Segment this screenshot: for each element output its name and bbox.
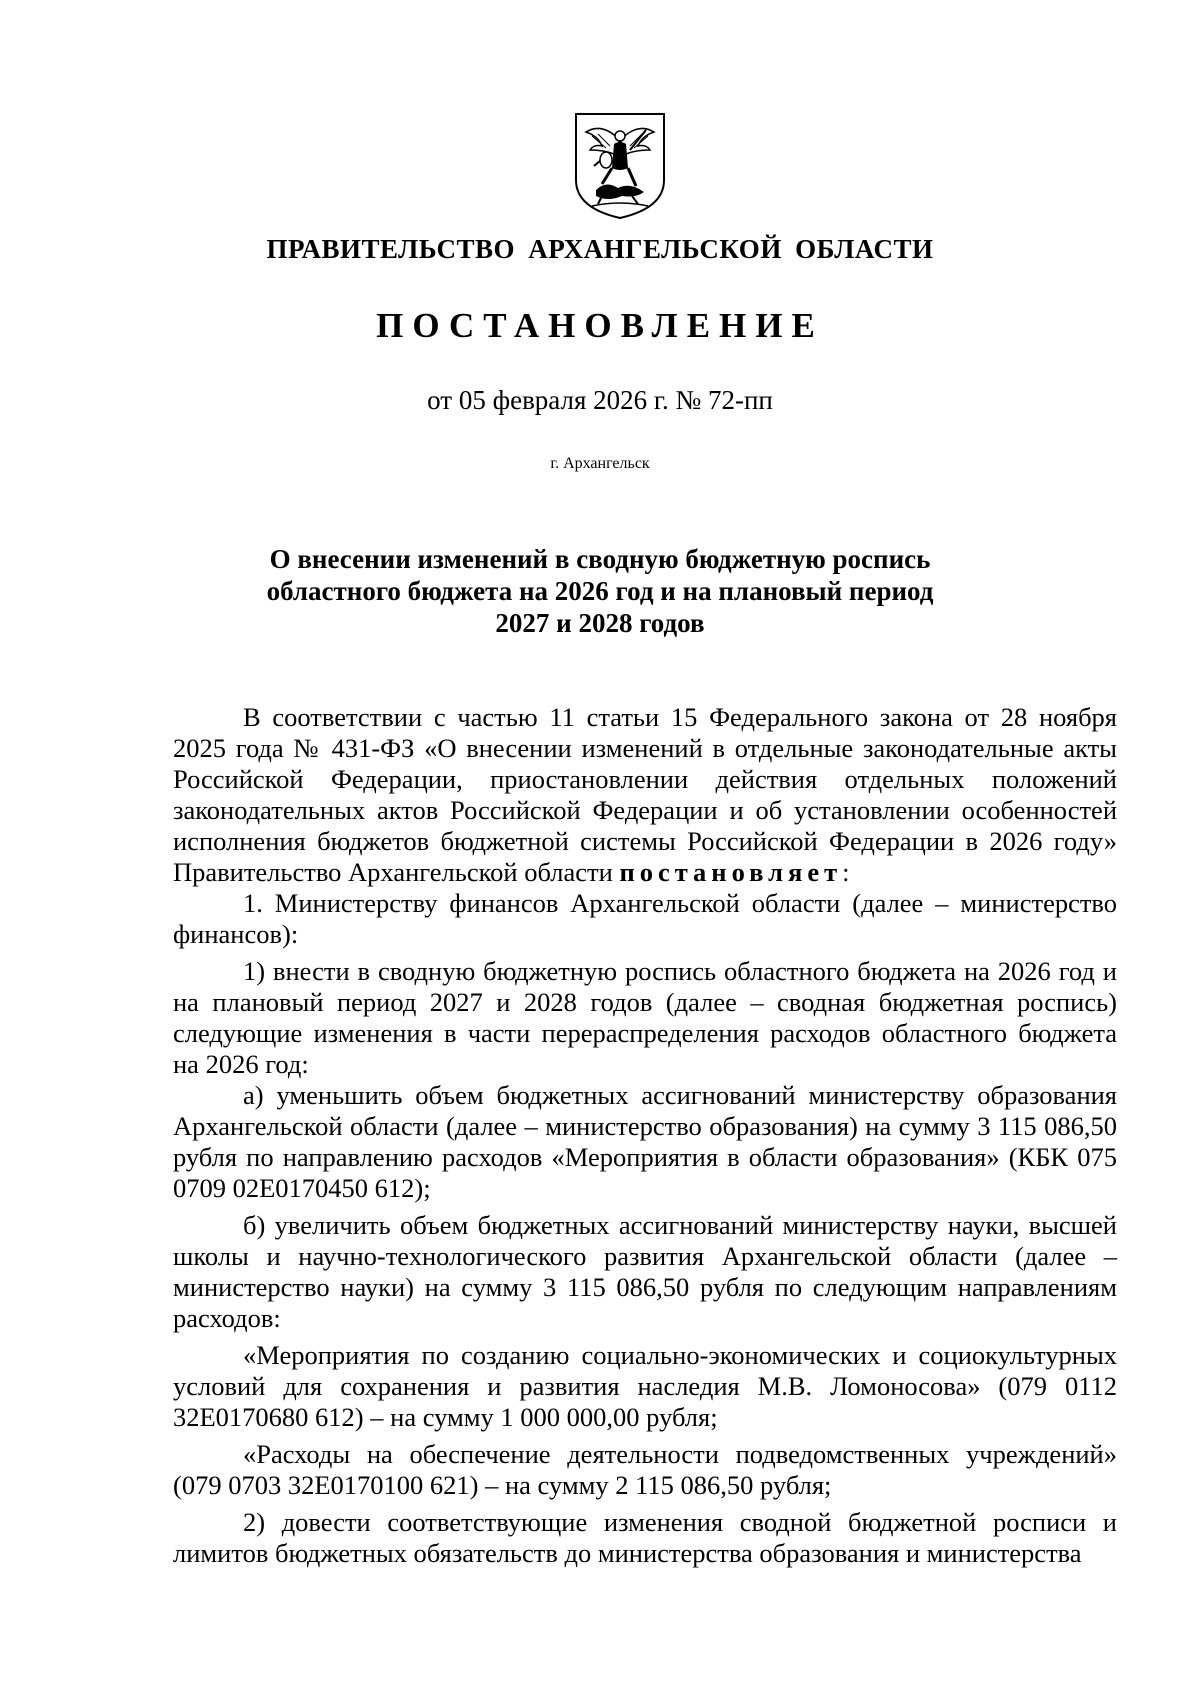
preamble-paragraph (173, 702, 1117, 888)
title-line: 2027 и 2028 годов (495, 608, 705, 638)
decree-word: постановляет (619, 857, 843, 887)
coat-of-arms-icon (572, 110, 668, 222)
organization-name: ПРАВИТЕЛЬСТВО АРХАНГЕЛЬСКОЙ ОБЛАСТИ (266, 234, 934, 264)
item-paragraph: «Расходы на обеспечение деятельности подведомственных учреждений» (079 0703 32Е0170100 621) – на сумму 2 115 086,50 рубля; (173, 1439, 1117, 1500)
title-line: О внесении изменений в сводную бюджетную роспись (269, 544, 931, 574)
document-type: ПОСТАНОВЛЕНИЕ (376, 306, 824, 345)
item-paragraph: б) увеличить объем бюджетных ассигнований министерству науки, высшей школы и научно-технологического развития Архангельской области (далее – министерство науки) на сумму 3 115 086,50 рубля по следующим направлениям расходов: (173, 1210, 1117, 1333)
document-title (200, 543, 1000, 639)
item-paragraph: 2) довести соответствующие изменения сводной бюджетной росписи и лимитов бюджетных обязательств до министерства образования и министерства (173, 1507, 1117, 1568)
preamble-text: В соответствии с частью 11 статьи 15 Федерального закона от 28 ноября 2025 года № 431-ФЗ «О внесении изменений в отдельные законодательные акты Российской Федерации, приостановлении действия отдельных положений законодательных актов Российской Федерации и об установлении особенностей исполнения бюджетов бюджетной системы Российской Федерации в 2026 году» Правительство Архангельской области (173, 702, 1117, 887)
document-city: г. Архангельск (550, 455, 650, 472)
item-paragraph: а) уменьшить объем бюджетных ассигнований министерству образования Архангельской области (далее – министерство образования) на сумму 3 115 086,50 рубля по направлению расходов «Мероприятия в области образования» (КБК 075 0709 02Е0170450 612); (173, 1080, 1117, 1203)
item-paragraph: «Мероприятия по созданию социально-экономических и социокультурных условий для сохранения и развития наследия М.В. Ломоносова» (079 0112 32Е0170680 612) – на сумму 1 000 000,00 рубля; (173, 1340, 1117, 1432)
decree-colon: : (842, 857, 850, 887)
document-body (173, 702, 1117, 1569)
document-date-number: от 05 февраля 2026 г. № 72-пп (427, 385, 773, 415)
title-line: областного бюджета на 2026 год и на плановый период (266, 576, 934, 606)
item-paragraph: 1. Министерству финансов Архангельской области (далее – министерство финансов): (173, 888, 1117, 949)
item-paragraph: 1) внести в сводную бюджетную роспись областного бюджета на 2026 год и на плановый период 2027 и 2028 годов (далее – сводная бюджетная роспись) следующие изменения в части перераспределения расходов областного бюджета на 2026 год: (173, 956, 1117, 1079)
